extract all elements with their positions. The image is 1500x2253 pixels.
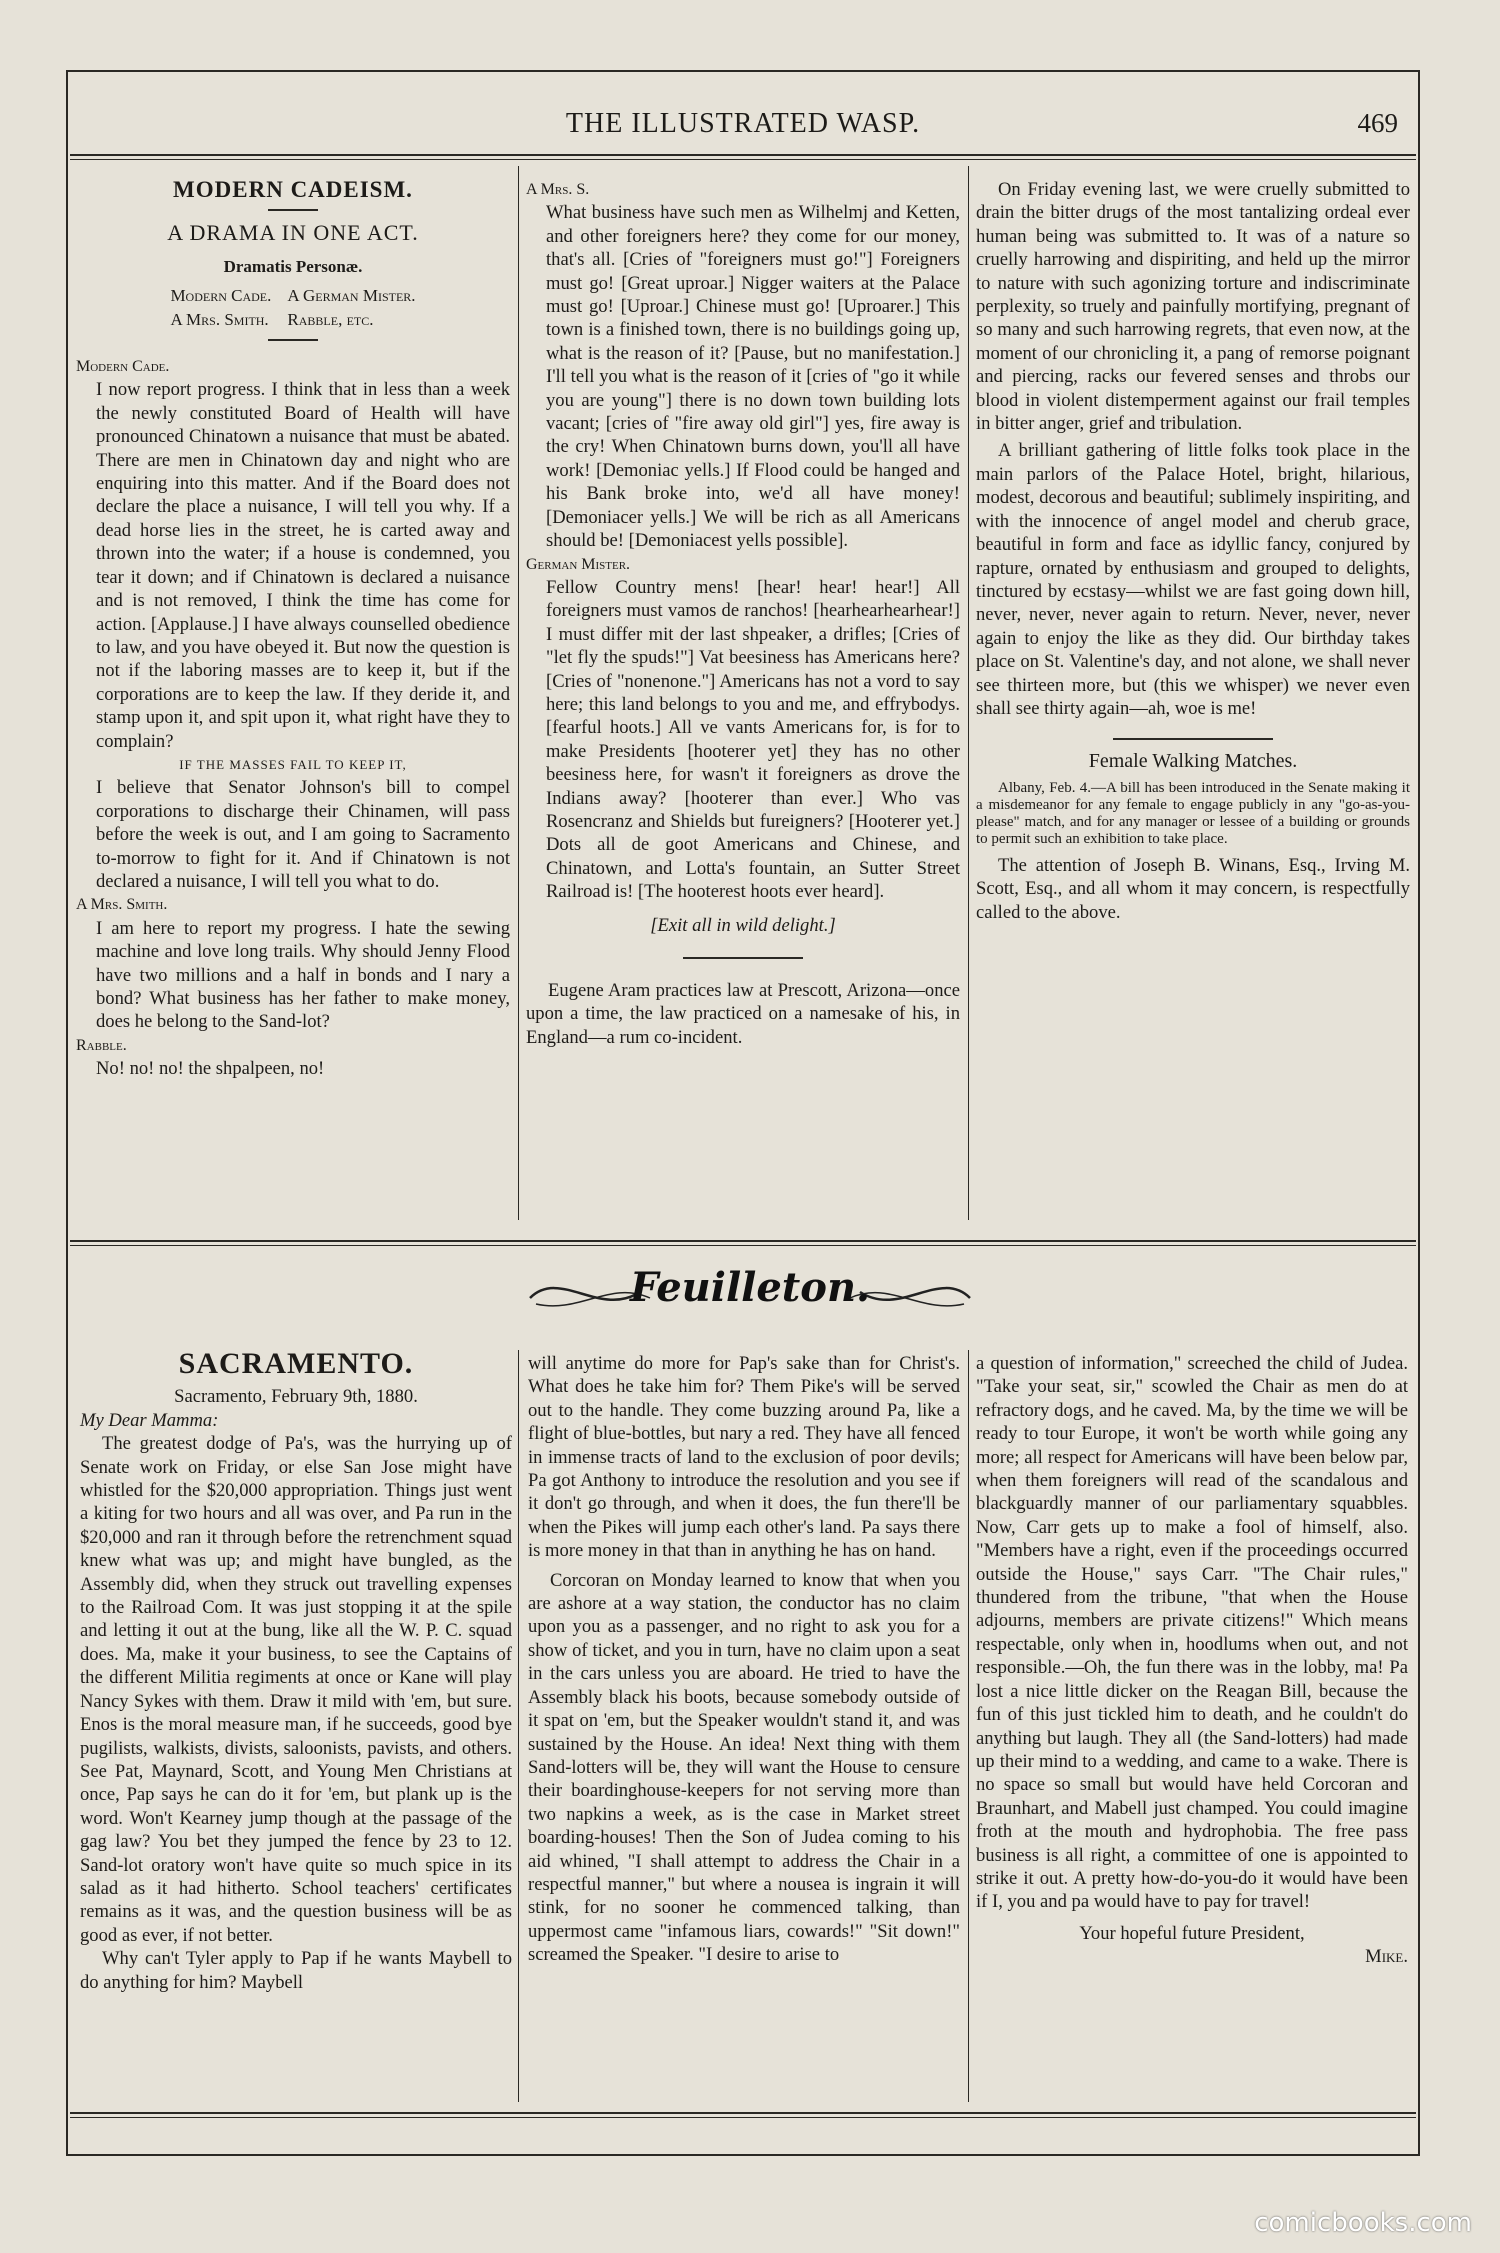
footer-rule-thin: [70, 2117, 1416, 2118]
salutation: My Dear Mamma:: [80, 1409, 219, 1431]
walking-matches-news: Albany, Feb. 4.—A bill has been introduced in the Senate making it a misdemeanor for any female to engage publicly in any "go-as-you-please" match, and for any manager or lessee of a building or grounds to permit such an exhibition to take place.: [976, 779, 1410, 847]
eugene-aram-item: Eugene Aram practices law at Prescott, Arizona—once upon a time, the law practiced on a namesake of his, in England—a rum co-incident.: [526, 980, 960, 1048]
running-head: [70, 100, 1416, 150]
column-rule: [968, 166, 969, 1220]
title-rule: [268, 209, 318, 211]
divider: [683, 957, 803, 959]
speaker-label: German Mister.: [526, 555, 631, 573]
dateline: Sacramento, February 9th, 1880.: [174, 1386, 418, 1408]
persona: A German Mister.: [287, 286, 416, 306]
feuilleton-banner: [520, 1258, 980, 1330]
sacramento-title: SACRAMENTO.: [178, 1347, 414, 1380]
letter-paragraph: will anytime do more for Pap's sake than for Christ's. What does he take him for? Them Pike's will be served out to the handle. They come buzzing around Pa, like a flight of blue-bottles, but nary a red. They have all fenced in immense tracts of land to the exclusion of poor devils; Pa got Anthony to introduce the resolution and you see if it don't go through, and when it does, the fun there'll be when the Pikes will jump each other's land. Pa says there is more money in that than in anything he has on hand.: [528, 1353, 960, 1562]
header-rule: [70, 154, 1416, 156]
persona: Modern Cade.: [170, 286, 272, 306]
editorial-paragraph: A brilliant gathering of little folks took place in the main parlors of the Palace Hotel, bright, hilarious, modest, decorous and beautiful; sublimely inspiriting, and with the innocence of angel model and cherub grace, beautiful in form and face as idyllic fancy, conjured by rapture, ornated by enthusiasm and grouped to delights, tinctured by ecstasy—whilst we are fast going down hill, never, never, never again to return. Never, never, never again to enjoy the like as they did. Our birthday takes place on St. Valentine's day, and not alone, we shall never see thirteen more, but (this we whisper) we never even shall see thirty again—ah, woe is me!: [976, 440, 1410, 719]
persona: A Mrs. Smith.: [170, 309, 269, 329]
article-subtitle: A DRAMA IN ONE ACT.: [167, 220, 419, 246]
speaker-label: Rabble.: [76, 1036, 127, 1054]
column-sacramento-1: [80, 1347, 512, 1994]
column-sacramento-2: [528, 1352, 960, 1967]
divider: [1113, 738, 1273, 740]
column-rule: [518, 166, 519, 1220]
speaker-label: A Mrs. Smith.: [76, 896, 168, 914]
speech: What business have such men as Wilhelmj and Ketten, and other foreigners here? they come for our money, that's all. [Cries of "foreigners must go!"] Foreigners must go! [Great uproar.] Nigger waiters at the Palace must go! [Uproar.] Chinese must go! [Uproarer.] This town is a finished town, there is no buildings going up, what is the reason of it? [Pause, but no manifestation.] I'll tell you what is the reason of it [cries of "go it while you are young"] there is no down town building lots vacant; [cries of "fire away old girl"] yes, fire away is the cry! When Chinatown burns down, you'll all have work! [Demoniac yells.] If Flood could be hanged and his Bank broke into, we'd all have money! [Demoniacer yells.] We will be rich as all Americans should be! [Demoniacest yells possible].: [546, 202, 960, 552]
column-editorial: [976, 178, 1410, 924]
persona: Rabble, etc.: [287, 309, 374, 329]
speech: No! no! no! the shpalpeen, no!: [96, 1058, 325, 1080]
article-title: MODERN CADEISM.: [173, 177, 413, 202]
stage-exit: [Exit all in wild delight.]: [650, 914, 836, 936]
walking-matches-comment: The attention of Joseph B. Winans, Esq., Irving M. Scott, Esq., and all whom it may concern, is respectfully called to the above.: [976, 854, 1410, 923]
editorial-paragraph: On Friday evening last, we were cruelly submitted to drain the bitter drugs of the most tantalizing ordeal ever human being was submitted to. It was of a nature so cruelly harrowing and dispiriting, and held up the mirror to nature with such agonizing torture and indiscriminate perplexity, so truely and painfully mortifying, pregnant of so many and such harrowing regrets, that even now, at the moment of our chronicling it, a pang of remorse poignant and piercing, racks our fevered senses and throbs our blood in violent distemperment against our frail temples in bitter anger, grief and tribulation.: [976, 179, 1410, 435]
letter-paragraph: a question of information," screeched the child of Judea. "Take your seat, sir," scowled the Chair as men do at refractory dogs, and he caved. Ma, by the time we will be ready to tour Europe, it won't be worth while going any more; all respect for Americans will have been below par, when them foreigners will read of the scandalous and blackguardly manner of our parliamentary squabbles. Now, Carr gets up to make a fool of himself, also. "Members have a right, even if the proceedings occurred outside the House," says Carr. "The Chair rules," thundered from the tribune, "that when the House adjourns, members are private citizens!" Which means respectable, only when in, hoodlums when out, and not responsible.—Oh, the fun there was in the lobby, ma! Pa lost a nice little dicker on the Reagan Bill, because the fun of this just tickled him to death, and he couldn't do anything but laugh. They all (the Sand-lotters) had made up their mind to a wedding, and came to a wake. There is no space so small but would have held Corcoran and Braunhart, and Mabell just champed. You could imagine froth at the mouth and hydrophobia. The free pass business is all right, a committee of one is appointed to strike it out. A pretty how-do-you-do it would have been if I, you and pa would have to pay for travel!: [976, 1353, 1408, 1913]
watermark: comicbooks.com: [1254, 2208, 1472, 2238]
letter-paragraph: Why can't Tyler apply to Pap if he wants Maybell to do anything for him? Maybell: [80, 1948, 512, 1993]
column-modern-cadeism: [76, 178, 510, 1081]
signature: Mike.: [1365, 1946, 1408, 1968]
column-rule: [518, 1350, 519, 2102]
stage-direction: IF THE MASSES FAIL TO KEEP IT,: [179, 756, 407, 772]
speaker-label: Modern Cade.: [76, 358, 170, 376]
personae-label: Dramatis Personæ.: [223, 256, 363, 276]
closing-line: Your hopeful future President,: [1079, 1922, 1305, 1944]
letter-paragraph: Corcoran on Monday learned to know that when you are ashore at a way station, the conductor has no claim upon you as a passenger, and no right to ask you for a show of ticket, and you in turn, have no claim upon a seat in the cars unless you are aboard. He tried to have the Assembly black his boots, because somebody outside of it spat on 'em, but the Speaker wouldn't stand it, and was sustained by the House. An idea! Next thing with them Sand-lotters will be, they will want the House to censure their boardinghouse-keepers for not serving more than two napkins a week, as is the case in Market street boarding-houses! Then the Son of Judea coming to his aid whined, "I shall attempt to address the Chair in a respectful manner," but where a nousea is ingrain it will stink, for no sooner he commenced talking, than uppermost came "infamous liars, cowards!" "Sit down!" screamed the Speaker. "I desire to arise to: [528, 1569, 960, 1966]
personae-table: [162, 284, 423, 331]
speech: Fellow Country mens! [hear! hear! hear!] All foreigners must vamos de ranchos! [hearhearhearhear!] I must differ mit der last shpeaker, a drifles; [Cries of "let fly the spuds!"] Vat beesiness has Americans here? [Cries of "nonenone."] Americans has not a vord to say here; this land belongs to you and me, and effrybodys. [fearful hoots.] All ve vants Americans for, is for to make Presidents [hooterer yet] they has no other beesiness here, for wasn't it foreigners as drove the Indians away? [hooterer than ever.] Who vas Rosencranz and Shields but fureigners? [Hooterer yet.] Dots all de goot Americans and Chinese, and Chinatown, and Lotta's fountain, an Sutter Street Railroad is! [The hooterest hoots ever heard].: [546, 576, 960, 903]
letter-paragraph: The greatest dodge of Pa's, was the hurrying up of Senate work on Friday, or else San Jose might have whistled for the $20,000 appropriation. Things just went a kiting for two hours and all was over, and Pa run in the $20,000 and ran it through before the retrenchment squad knew what was up; and might have bungled, as the Assembly did, when they struck out travelling expenses to the Railroad Com. It was just stopping it at the spile and letting it out at the bung, like all the W. P. C. squad does. Ma, make it your business, to see the Captains of the different Militia regiments at once or Kane will play Nancy Sykes with them. Draw it mild with 'em, but sure. Enos is the moral measure man, if he succeeds, good bye pugilists, walkists, divists, saloonists, pavists, and others. See Pat, Maynard, Scott, and Young Men Christians at once, Pap says he can do it for 'em, but plank up is the word. Won't Kearney jump though at the passage of the gag law? You bet they jumped the fence by 23 to 12. Sand-lot oratory won't have quite so much spice in its salad as it had hitherto. School teachers' certificates remains as it was, and the question business will be as good as ever, if not better.: [80, 1433, 512, 1946]
header-rule-thin: [70, 159, 1416, 160]
feuilleton-title: Feuilleton.: [630, 1264, 870, 1311]
speech: I am here to report my progress. I hate the sewing machine and love long trails. Why should Jenny Flood have two millions and a half in bonds and I nary a bond? What business has her father to make money, does he belong to the Sand-lot?: [96, 917, 510, 1033]
page-number: 469: [1357, 108, 1398, 138]
column-drama-continued: [526, 178, 960, 1049]
speech: I now report progress. I think that in less than a week the newly constituted Board of Health will have pronounced Chinatown a nuisance that must be abated. There are men in Chinatown day and night who are enquiring into this matter. And if the Board does not declare the place a nuisance, I will tell you why. If a dead horse lies in the street, he is carted away and thrown into the water; if a house is condemned, you tear it down; and if Chinatown is declared a nuisance and is not removed, I think the time has come for action. [Applause.] I have always counselled obedience to law, and you have obeyed it. But now the question is not if the laboring masses are to keep it, but if the corporations are to keep the law. If they deride it, and stamp upon it, and spit upon it, what right have they to complain?: [96, 379, 510, 752]
journal-title: THE ILLUSTRATED WASP.: [565, 108, 921, 139]
speech: I believe that Senator Johnson's bill to compel corporations to discharge their Chinamen, will pass before the week is out, and I am going to Sacramento to-morrow to fight for it. And if Chinatown is not declared a nuisance, I will tell you what to do.: [96, 777, 510, 892]
section-rule: [70, 1240, 1416, 1242]
column-sacramento-3: [976, 1352, 1408, 1969]
column-rule: [968, 1350, 969, 2102]
walking-matches-title: Female Walking Matches.: [1088, 750, 1298, 773]
speaker-label: A Mrs. S.: [526, 181, 590, 198]
divider: [268, 339, 318, 341]
footer-rule: [70, 2112, 1416, 2114]
section-rule-thin: [70, 1245, 1416, 1246]
